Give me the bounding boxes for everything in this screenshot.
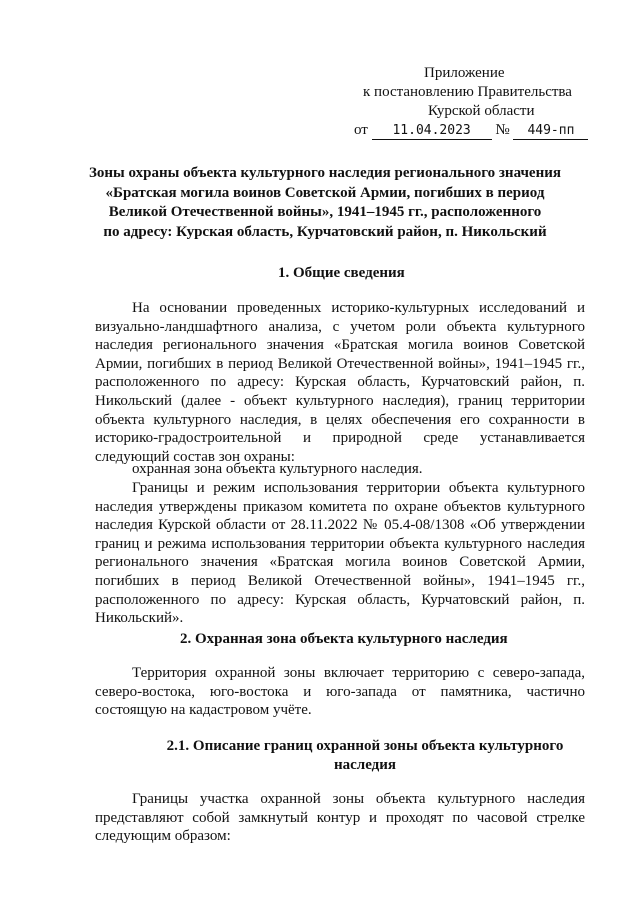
appendix-label: Приложение	[424, 65, 505, 81]
section-1-paragraph-1: На основании проведенных историко-культурных исследований и визуально-ландшафтного анализа, с учетом роли объекта культурного наследия регионального значения «Братская могила воинов Советской Армии, погибших в период Великой Отечественной войны», 1941–1945 гг., расположенного по адресу: Курская область, Курчатовский район, п. Никольский (далее - объект культурного наследия), границ территории объекта культурного наследия, в целях обеспечения его сохранности в историко-градостроительной и природной среде устанавливается следующий состав зон охраны:	[95, 300, 585, 465]
date-number-line	[354, 121, 614, 140]
from-label: от	[354, 122, 368, 138]
section-2-1-heading	[145, 737, 585, 775]
resolution-number: 449-пп	[513, 122, 588, 140]
document-title	[80, 164, 570, 242]
heading-line: 2.1. Описание границ охранной зоны объекта культурного	[166, 738, 564, 754]
title-line: Великой Отечественной войны», 1941–1945 гг., расположенного	[108, 204, 542, 220]
resolution-reference: к постановлению Правительства	[363, 84, 572, 100]
section-1-paragraph-2: охранная зона объекта культурного наследия.	[132, 461, 423, 477]
title-line: по адресу: Курская область, Курчатовский район, п. Никольский	[103, 223, 547, 240]
section-2-paragraph-1: Территория охранной зоны включает территорию с северо-запада, северо-востока, юго-востока и юго-запада от памятника, частично состоящую на кадастровом учёте.	[95, 665, 585, 719]
section-2-1-paragraph-1: Границы участка охранной зоны объекта культурного наследия представляют собой замкнутый контур и проходят по часовой стрелке следующим образом:	[95, 791, 585, 845]
appendix-header	[354, 64, 614, 140]
region-name: Курской области	[428, 103, 535, 119]
section-2-heading: 2. Охранная зона объекта культурного наследия	[180, 631, 508, 647]
number-label: №	[495, 122, 510, 138]
title-line: «Братская могила воинов Советской Армии, погибших в период	[105, 184, 545, 201]
section-1-heading: 1. Общие сведения	[278, 265, 405, 281]
heading-line: наследия	[333, 757, 397, 773]
title-line: Зоны охраны объекта культурного наследия регионального значения	[88, 165, 561, 181]
resolution-date: 11.04.2023	[372, 122, 492, 140]
section-1-paragraph-3: Границы и режим использования территории объекта культурного наследия утверждены приказом комитета по охране объектов культурного наследия Курской области от 28.11.2022 № 05.4-08/1308 «Об утверждении границ и режима использования территории объекта культурного наследия регионального значения «Братская могила воинов Советской Армии, погибших в период Великой Отечественной войны», 1941–1945 гг., расположенного по адресу: Курская область, Курчатовский район, п. Никольский».	[95, 480, 585, 627]
